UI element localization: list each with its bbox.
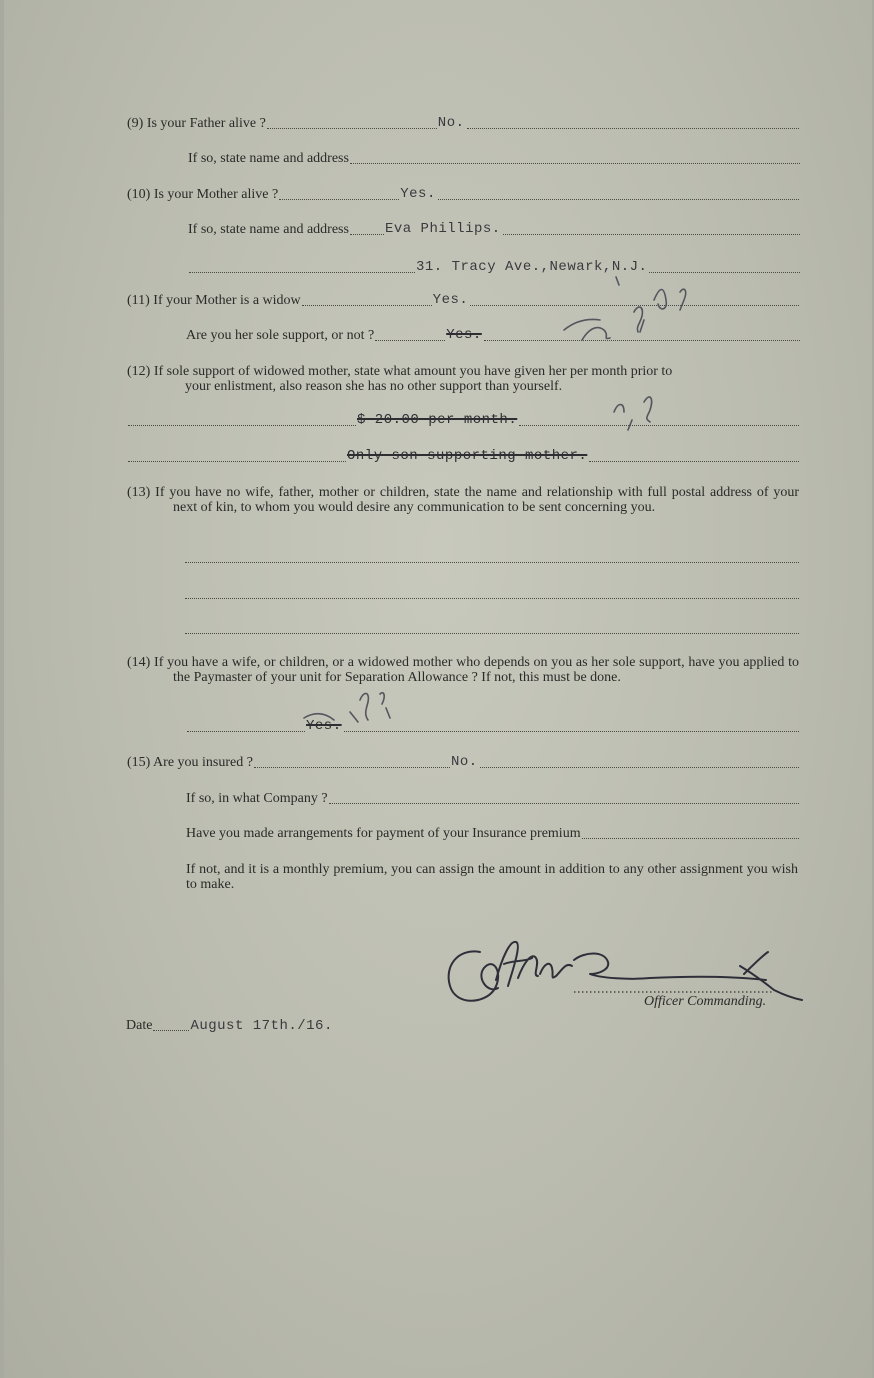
q10-question: (10) Is your Mother alive ? [127, 187, 279, 202]
q13-question: (13) If you have no wife, father, mother or children, state the name and relationship with full postal address of your next of kin, to whom you would desire any communication to be sent concerning you. [127, 485, 799, 515]
q11-question: (11) If your Mother is a widow [127, 293, 301, 308]
q15-note: If not, and it is a monthly premium, you can assign the amount in addition to any other assignment you wish to make. [186, 862, 798, 892]
q15-answer: No. [450, 754, 478, 770]
q9-sub-label: If so, state name and address [188, 151, 349, 166]
q11-sub-label: Are you her sole support, or not ? [186, 328, 375, 343]
enlistment-form-page [4, 0, 872, 1378]
q11-answer: Yes. [432, 292, 469, 308]
date-label: Date [126, 1018, 153, 1033]
q10-name-answer: Eva Phillips. [384, 221, 501, 237]
handwritten-marks [4, 0, 872, 1378]
officer-commanding-label: Officer Commanding. [644, 994, 767, 1009]
q10-address-answer: 31. Tracy Ave.,Newark,N.J. [416, 259, 648, 275]
q14-answer: Yes. [306, 718, 342, 734]
q15-arrangements-label: Have you made arrangements for payment of your Insurance premium [186, 826, 581, 841]
q14-question: (14) If you have a wife, or children, or a widowed mother who depends on you as her sole support, have you applied to the Paymaster of your unit for Separation Allowance ? If not, this must be done. [127, 655, 799, 685]
q12-answer2: Only son supporting mother. [347, 448, 588, 464]
q10-answer: Yes. [400, 186, 436, 202]
q11-sub-answer: Yes. [446, 327, 482, 343]
q15-question: (15) Are you insured ? [127, 755, 253, 770]
date-value: August 17th./16. [190, 1018, 333, 1034]
q12-answer1: $ 20.00 per month. [357, 412, 518, 428]
q9-answer: No. [437, 115, 465, 131]
q12-question: (12) If sole support of widowed mother, state what amount you have given her per month prior to your enlistment, also reason she has no other support than yourself. [127, 364, 673, 394]
q10-sub-label: If so, state name and address [188, 222, 349, 237]
q15-company-label: If so, in what Company ? [186, 791, 328, 806]
q9-question: (9) Is your Father alive ? [127, 116, 266, 131]
date-row [126, 1016, 334, 1034]
